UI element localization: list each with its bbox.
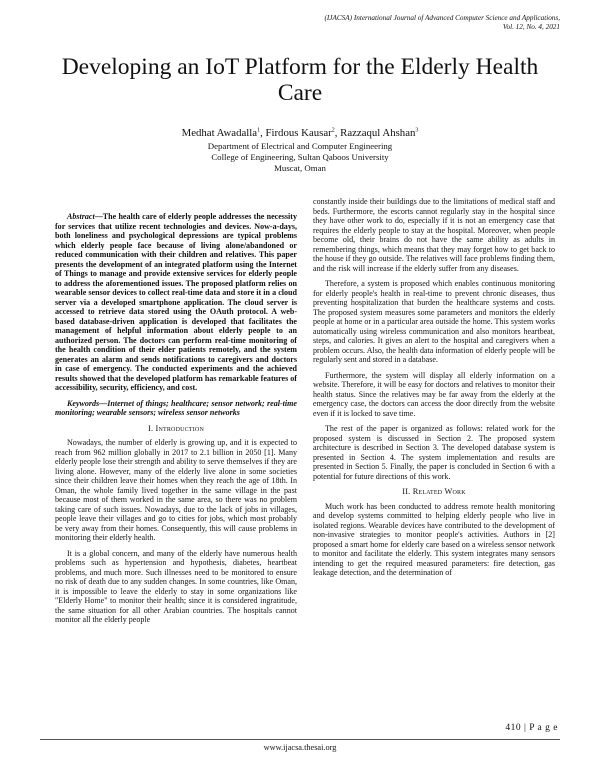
abstract — [55, 212, 297, 393]
footer-divider — [40, 739, 560, 740]
related-paragraph-1: Much work has been conducted to address remote health monitoring and develop systems committed to helping elderly people who live in isolated regions. Wearable devices have contributed to the development of non-invasive strategies to monitor people's activities. Authors in [2] proposed a smart home for elderly care based on a wireless sensor network to monitor and facilitate the elderly. This system integrates many sensors intending to get the required measured parameters: fire detection, gas leakage detection, and the determination of — [313, 501, 555, 577]
section-heading-related-work: II. Related Work — [402, 487, 466, 496]
author-3-sup: 3 — [415, 127, 419, 134]
author-list — [40, 127, 560, 140]
author-2-sup: 2 — [331, 127, 335, 134]
affiliation-city: Muscat, Oman — [274, 163, 326, 173]
affiliation — [40, 141, 560, 174]
author-1-sup: 1 — [257, 127, 261, 134]
footer-url: www.ijacsa.thesai.org — [263, 743, 337, 752]
left-column — [55, 212, 297, 631]
right-paragraph-1: constantly inside their buildings due to the limitations of medical staff and beds. Furthermore, the escorts cannot regularly stay in the hospital since they have other work to do, especially if it is not an emergency case that requires the elderly people to stay at the hospital. Moreover, when people become old, their brains do not have the same ability as adults in remembering things, which means that they may forget how to get back to the house if they go outside. The relatives will face problems finding them, and the risk will increase if the elderly suffer from any diseases. — [313, 197, 555, 273]
affiliation-college: College of Engineering, Sultan Qaboos University — [211, 152, 389, 162]
affiliation-dept: Department of Electrical and Computer Engineering — [207, 141, 393, 151]
author-1: Medhat Awadalla — [181, 127, 258, 139]
right-paragraph-2: Therefore, a system is proposed which enables continuous monitoring for elderly people's health in real-time to prevent chronic diseases, thus preventing hospitalization that burden the healthcare systems and costs. The proposed system measures some parameters and monitors the elderly people at home or in a particular area outside the home. This system works automatically using wireless communication and also monitors heartbeat, steps, and calories. It gives an alert to the hospital and caregivers when a problem occurs. Also, the health data information of elderly people will be regularly sent and stored in a database. — [313, 279, 555, 364]
author-2: , Firdous Kausar — [260, 127, 332, 139]
right-paragraph-4: The rest of the paper is organized as follows: related work for the proposed system is discussed in Section 2. The proposed system architecture is described in Section 3. The developed database system is presented in Section 4. The system implementation and results are presented in Section 5. Finally, the paper is concluded in Section 6 with a potential for future directions of this work. — [313, 424, 555, 481]
journal-header — [160, 14, 560, 32]
intro-paragraph-2: It is a global concern, and many of the elderly have numerous health problems such as hypertension and hypothesis, diabetes, heartbeat problems, and much more. Such illnesses need to be monitored to ensure no risk of death due to any sudden changes. In some countries, like Oman, it is impossible to leave the elderly to stay in some organizations like "Elderly Home" to monitor their health; since it is considered ingratitude, the same situation for all other Arabian countries. The hospitals cannot monitor all the elderly people — [55, 548, 297, 624]
journal-name: (IJACSA) International Journal of Advanced Computer Science and Applications, — [324, 14, 560, 22]
paper-title: Developing an IoT Platform for the Elderly Health Care — [61, 54, 539, 106]
abstract-text: —The health care of elderly people addresses the necessity for services that utilize recent technologies and devices. Now-a-days, both loneliness and psychological depressions are typical problems which elderly people face because of living alone/abandoned or reduced communication with their children and relatives. This paper presents the development of an integrated platform using the Internet of Things to manage and provide extensive services for elderly people to address the aforementioned issues. The proposed platform relies on wearable sensor devices to collect real-time data and store it in a cloud server via a developed smartphone application. The cloud server is accessed to retrieve data stored using the OAuth protocol. A web-based database-driven application is developed that facilitates the management of helpful information about elderly people to an authorized person. The doctors can perform real-time monitoring of the health condition of their elder patients remotely, and the system generates an alarm and sends notifications to caregivers and doctors in case of emergency. The conducted experiments and the achieved results showed that the developed platform has remarkable features of accessibility, security, efficiency, and cost. — [55, 212, 297, 392]
abstract-lead: Abstract — [67, 212, 95, 221]
page-number: 410 | P a g e — [505, 723, 558, 733]
keywords: Keywords—Internet of things; healthcare; sensor network; real-time monitoring; wearable sensors; wireless sensor networks — [55, 398, 297, 417]
section-heading-introduction: I. Introduction — [147, 423, 204, 433]
journal-volume: Vol. 12, No. 4, 2021 — [502, 23, 560, 31]
right-column — [313, 197, 555, 584]
author-3: , Razzaqul Ahshan — [334, 127, 416, 139]
intro-paragraph-1: Nowadays, the number of elderly is growing up, and it is expected to reach from 962 million globally in 2017 to 2.1 billion in 2050 [1]. Many elderly people lose their strength and ability to serve themselves if they are living alone. However, many of the elderly live alone in some societies since their children leave their homes when they reach the age of 18th. In Oman, the whole family lived together in the same village in the past because most of them worked in the same area, so there was no problem taking care of such issues. Nowadays, due to the lack of jobs in villages, people leave their villages and go to cities for jobs, which most probably be very away from their homes. Consequently, this will cause problems in monitoring their elderly health. — [55, 438, 297, 542]
right-paragraph-3: Furthermore, the system will display all elderly information on a website. Therefore, it will be easy for doctors and relatives to monitor their health status. Since the relatives may be far away from the elderly at the emergency case, the doctors can access the door directly from the website even if it is locked to save time. — [313, 370, 555, 418]
